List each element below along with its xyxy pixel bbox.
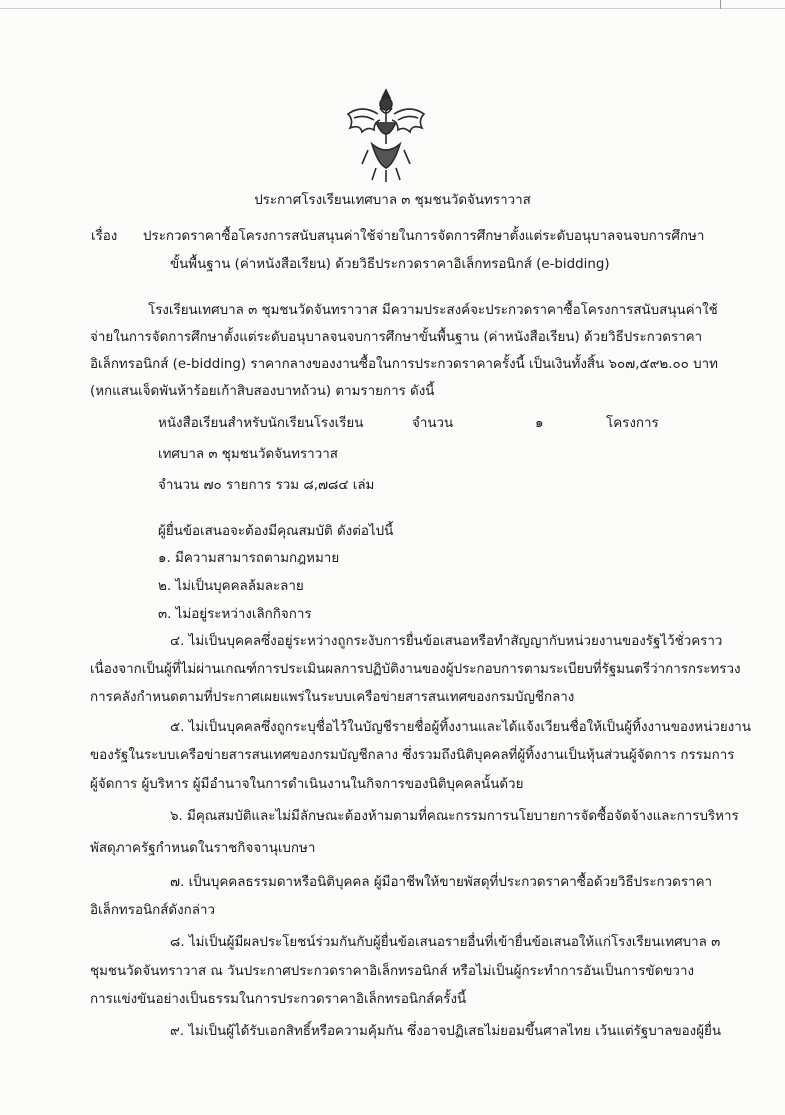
subject-line-1: ประกวดราคาซื้อโครงการสนับสนุนค่าใช้จ่ายในการจัดการศึกษาตั้งแต่ระดับอนุบาลจนจบการศึกษา bbox=[143, 229, 705, 244]
item-name: หนังสือเรียนสำหรับนักเรียนโรงเรียน bbox=[158, 416, 364, 431]
qualifications-intro: ผู้ยื่นข้อเสนอจะต้องมีคุณสมบัติ ดังต่อไปนี้ bbox=[158, 524, 394, 539]
qualification-5-line-3: ผู้จัดการ ผู้บริหาร ผู้มีอำนาจในการดำเนินงานในกิจการของนิติบุคคลนั้นด้วย bbox=[90, 777, 524, 792]
item-quantity: ๑ bbox=[535, 416, 544, 431]
body-line-2: จ่ายในการจัดการศึกษาตั้งแต่ระดับอนุบาลจนจบการศึกษาขั้นพื้นฐาน (ค่าหนังสือเรียน) ด้วยวิธีประกวดราคา bbox=[90, 330, 703, 345]
qualification-5-line-2: ของรัฐในระบบเครือข่ายสารสนเทศของกรมบัญชีกลาง ซึ่งรวมถึงนิติบุคคลที่ผู้ทิ้งงานเป็นหุ้นส่วนผู้จัดการ กรรมการ bbox=[90, 748, 735, 763]
scan-edge-line bbox=[0, 8, 785, 9]
qualification-6-line-1: ๖. มีคุณสมบัติและไม่มีลักษณะต้องห้ามตามที่คณะกรรมการนโยบายการจัดซื้อจัดจ้างและการบริหาร bbox=[170, 809, 739, 824]
qualification-3: ๓. ไม่อยู่ระหว่างเลิกกิจการ bbox=[158, 607, 312, 622]
qualification-9-line-1: ๙. ไม่เป็นผู้ได้รับเอกสิทธิ์หรือความคุ้มกัน ซึ่งอาจปฏิเสธไม่ยอมขึ้นศาลไทย เว้นแต่รัฐบาลของผู้ยื่น bbox=[170, 1024, 722, 1039]
qualification-7-line-1: ๗. เป็นบุคคลธรรมดาหรือนิติบุคคล ผู้มีอาชีพให้ขายพัสดุที่ประกวดราคาซื้อด้วยวิธีประกวดราคา bbox=[170, 875, 713, 890]
qualification-4-line-1: ๔. ไม่เป็นบุคคลซึ่งอยู่ระหว่างถูกระงับการยื่นข้อเสนอหรือทำสัญญากับหน่วยงานของรัฐไว้ชั่วคราว bbox=[170, 634, 723, 649]
qualification-1: ๑. มีความสามารถตามกฎหมาย bbox=[158, 551, 340, 566]
body-line-3: อิเล็กทรอนิกส์ (e-bidding) ราคากลางของงานซื้อในการประกวดราคาครั้งนี้ เป็นเงินทั้งสิ้น ๖๐๗,๕๙๒.๐๐ บาท bbox=[90, 357, 718, 372]
qualification-7-line-2: อิเล็กทรอนิกส์ดังกล่าว bbox=[90, 903, 216, 918]
garuda-emblem-icon bbox=[336, 84, 436, 184]
qualification-6-line-2: พัสดุภาครัฐกำหนดในราชกิจจานุเบกษา bbox=[90, 841, 316, 856]
item-quantity-label: จำนวน bbox=[412, 416, 454, 431]
item-unit: โครงการ bbox=[606, 416, 659, 431]
announcement-title: ประกาศโรงเรียนเทศบาล ๓ ชุมชนวัดจันทราวาส bbox=[254, 193, 531, 208]
scan-corner-mark bbox=[720, 0, 721, 9]
qualification-5-line-1: ๕. ไม่เป็นบุคคลซึ่งถูกระบุชื่อไว้ในบัญชีรายชื่อผู้ทิ้งงานและได้แจ้งเวียนชื่อให้เป็นผู้ทิ้งงานของหน่วยงาน bbox=[170, 720, 751, 735]
subject-label: เรื่อง bbox=[91, 229, 118, 244]
qualification-8-line-3: การแข่งขันอย่างเป็นธรรมในการประกวดราคาอิเล็กทรอนิกส์ครั้งนี้ bbox=[90, 992, 467, 1007]
item-line-3: จำนวน ๗๐ รายการ รวม ๘,๗๘๔ เล่ม bbox=[158, 478, 375, 493]
qualification-8-line-1: ๘. ไม่เป็นผู้มีผลประโยชน์ร่วมกันกับผู้ยื่นข้อเสนอรายอื่นที่เข้ายื่นข้อเสนอให้แก่โรงเรียนเทศบาล ๓ bbox=[170, 935, 721, 950]
body-line-1: โรงเรียนเทศบาล ๓ ชุมชนวัดจันทราวาส มีความประสงค์จะประกวดราคาซื้อโครงการสนับสนุนค่าใช้ bbox=[148, 303, 718, 318]
qualification-2: ๒. ไม่เป็นบุคคลล้มละลาย bbox=[158, 579, 304, 594]
qualification-4-line-2: เนื่องจากเป็นผู้ที่ไม่ผ่านเกณฑ์การประเมินผลการปฏิบัติงานของผู้ประกอบการตามระเบียบที่รัฐมนตรีว่าการกระทรวง bbox=[90, 662, 741, 677]
body-line-4: (หกแสนเจ็ดพันห้าร้อยเก้าสิบสองบาทถ้วน) ตามรายการ ดังนี้ bbox=[90, 384, 435, 399]
subject-line-2: ขั้นพื้นฐาน (ค่าหนังสือเรียน) ด้วยวิธีประกวดราคาอิเล็กทรอนิกส์ (e-bidding) bbox=[170, 257, 610, 272]
item-line-2: เทศบาล ๓ ชุมชนวัดจันทราวาส bbox=[158, 447, 338, 462]
qualification-4-line-3: การคลังกำหนดตามที่ประกาศเผยแพร่ในระบบเครือข่ายสารสนเทศของกรมบัญชีกลาง bbox=[90, 690, 575, 705]
qualification-8-line-2: ชุมชนวัดจันทราวาส ณ วันประกาศประกวดราคาอิเล็กทรอนิกส์ หรือไม่เป็นผู้กระทำการอันเป็นการขัดขวาง bbox=[90, 964, 695, 979]
